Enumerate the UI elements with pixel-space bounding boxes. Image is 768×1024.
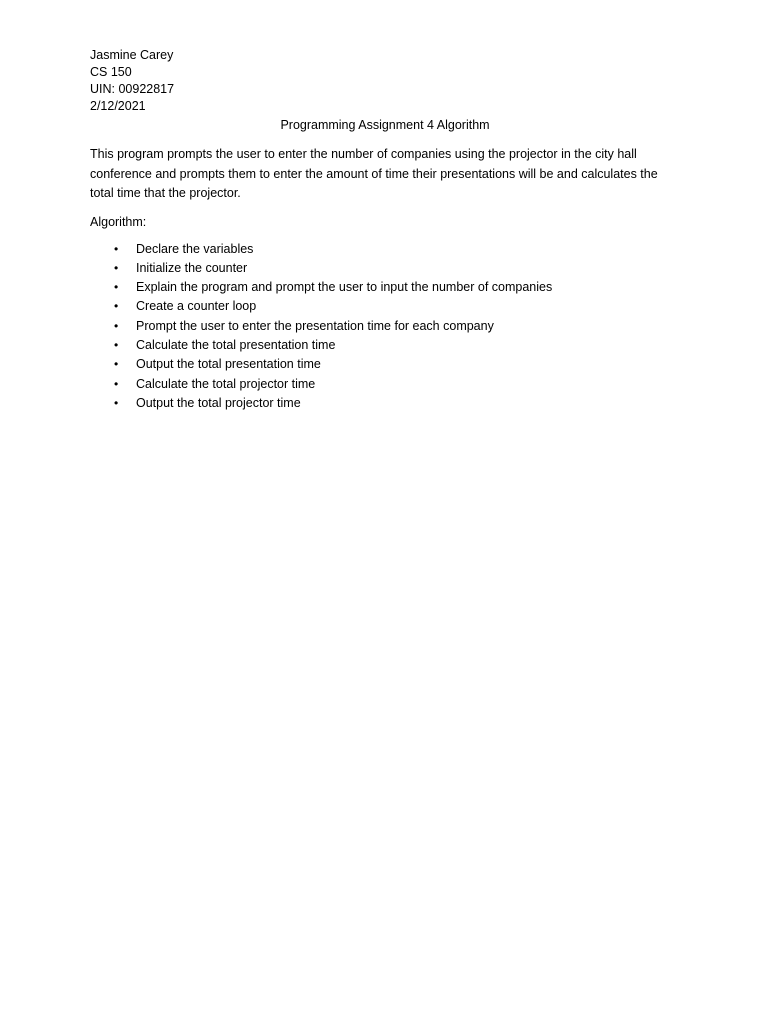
list-item xyxy=(90,355,690,374)
intro-paragraph: This program prompts the user to enter the number of companies using the projector in the city hall conference and prompts them to enter the amount of time their presentations will be and calculates the total time that the projector. xyxy=(90,147,658,200)
step-text: Explain the program and prompt the user to input the number of companies xyxy=(136,280,553,295)
bullet-icon: • xyxy=(114,260,119,275)
list-item xyxy=(90,240,690,259)
document-date: 2/12/2021 xyxy=(90,99,146,113)
bullet-icon: • xyxy=(114,318,119,333)
bullet-icon: • xyxy=(114,376,119,391)
step-text: Calculate the total projector time xyxy=(136,376,316,391)
document-body xyxy=(90,47,690,413)
bullet-icon: • xyxy=(114,280,119,295)
step-text: Output the total presentation time xyxy=(136,357,321,372)
step-text: Prompt the user to enter the presentation time for each company xyxy=(136,318,494,333)
bullet-icon: • xyxy=(114,357,119,372)
algorithm-heading: Algorithm: xyxy=(90,214,147,229)
list-item xyxy=(90,297,690,316)
author-name: Jasmine Carey xyxy=(90,48,174,62)
list-item xyxy=(90,259,690,278)
step-text: Declare the variables xyxy=(136,241,254,256)
list-item xyxy=(90,278,690,297)
step-text: Create a counter loop xyxy=(136,299,257,314)
bullet-icon: • xyxy=(114,241,119,256)
algorithm-steps-list xyxy=(90,240,690,414)
course-code: CS 150 xyxy=(90,65,132,79)
bullet-icon: • xyxy=(114,395,119,410)
bullet-icon: • xyxy=(114,337,119,352)
list-item xyxy=(90,375,690,394)
document-title: Programming Assignment 4 Algorithm xyxy=(280,118,490,132)
step-text: Initialize the counter xyxy=(136,260,248,275)
student-uin: UIN: 00922817 xyxy=(90,82,175,96)
step-text: Output the total projector time xyxy=(136,395,301,410)
list-item xyxy=(90,317,690,336)
bullet-icon: • xyxy=(114,299,119,314)
list-item xyxy=(90,394,690,413)
list-item xyxy=(90,336,690,355)
step-text: Calculate the total presentation time xyxy=(136,337,336,352)
